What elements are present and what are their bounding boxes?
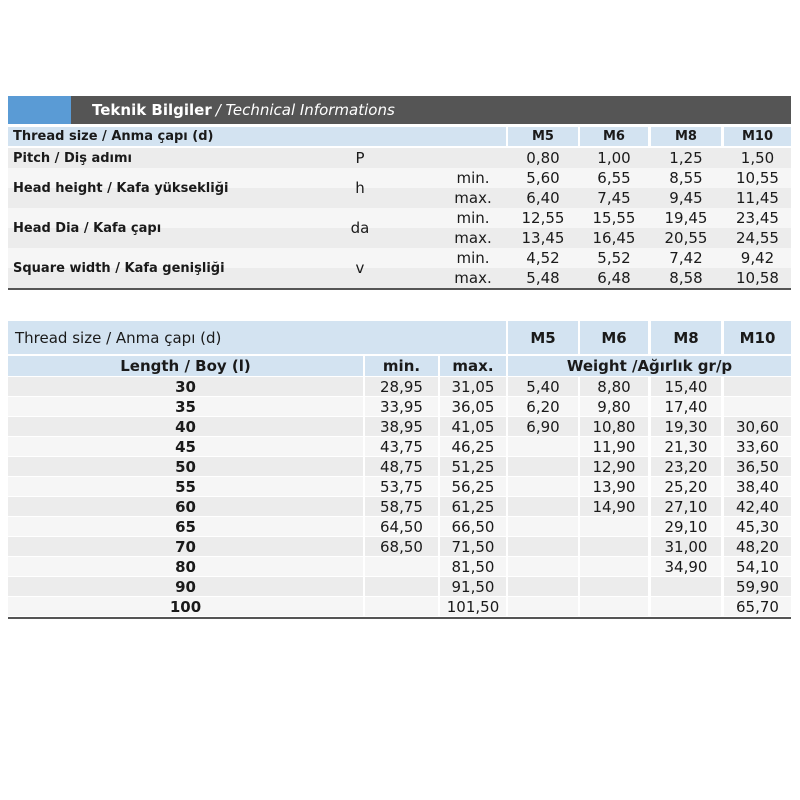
- weight-m5-cell: [508, 517, 578, 536]
- weight-size-m8: M8: [651, 321, 721, 354]
- head-dia-max-label: max.: [454, 229, 492, 247]
- length-cell: 40: [8, 417, 363, 436]
- square-width-max-m8: 8,58: [669, 269, 703, 287]
- header-title-tr: Teknik Bilgiler: [92, 101, 212, 119]
- weight-m5-cell: [508, 597, 578, 616]
- length-cell: 90: [8, 577, 363, 596]
- length-max-cell: 66,50: [440, 517, 506, 536]
- length-min-cell: 58,75: [365, 497, 438, 516]
- head-height-min-m10: 10,55: [736, 169, 779, 187]
- length-cell: 30: [8, 377, 363, 396]
- weight-m8-cell: 27,10: [651, 497, 721, 516]
- weight-m10-cell: 59,90: [724, 577, 791, 596]
- square-width-symbol: v: [355, 259, 365, 277]
- weight-m8-cell: 29,10: [651, 517, 721, 536]
- weight-m5-cell: 6,90: [508, 417, 578, 436]
- head-height-min-m5: 5,60: [526, 169, 560, 187]
- length-max-cell: 81,50: [440, 557, 506, 576]
- weight-m6-cell: 12,90: [580, 457, 648, 476]
- weight-m5-cell: [508, 457, 578, 476]
- weight-m10-cell: 54,10: [724, 557, 791, 576]
- weight-m5-cell: [508, 537, 578, 556]
- head-height-max-m5: 6,40: [526, 189, 560, 207]
- weight-m8-cell: [651, 577, 721, 596]
- square-width-max-m10: 10,58: [736, 269, 779, 287]
- tech-size-m6: M6: [580, 127, 648, 146]
- weight-m8-cell: 15,40: [651, 377, 721, 396]
- length-cell: 80: [8, 557, 363, 576]
- weight-size-m5: M5: [508, 321, 578, 354]
- head-dia-max-m8: 20,55: [664, 229, 708, 247]
- length-min-cell: 33,95: [365, 397, 438, 416]
- weight-m10-cell: 36,50: [724, 457, 791, 476]
- weight-m8-cell: [651, 597, 721, 616]
- length-min-cell: 48,75: [365, 457, 438, 476]
- square-width-min-m10: 9,42: [740, 249, 775, 267]
- square-width-min-m6: 5,52: [597, 249, 631, 267]
- head-height-max-m8: 9,45: [669, 189, 703, 207]
- length-cell: 55: [8, 477, 363, 496]
- weight-m6-cell: 9,80: [580, 397, 648, 416]
- head-dia-min-label: min.: [456, 209, 490, 227]
- section-header-accent: [8, 96, 71, 124]
- weight-m5-cell: [508, 477, 578, 496]
- pitch-symbol: P: [355, 149, 365, 167]
- length-max-cell: 31,05: [440, 377, 506, 396]
- weight-m5-cell: 6,20: [508, 397, 578, 416]
- head-height-min-m8: 8,55: [669, 169, 703, 187]
- head-dia-min-m5: 12,55: [521, 209, 565, 227]
- length-cell: 65: [8, 517, 363, 536]
- weight-m8-cell: 19,30: [651, 417, 721, 436]
- head-height-max-m6: 7,45: [597, 189, 631, 207]
- pitch-m5: 0,80: [526, 149, 560, 167]
- weight-m8-cell: 31,00: [651, 537, 721, 556]
- head-height-max-m10: 11,45: [736, 189, 779, 207]
- weight-m10-cell: [724, 397, 791, 416]
- square-width-max-m5: 5,48: [526, 269, 560, 287]
- tech-size-m8: M8: [651, 127, 721, 146]
- square-width-min-m8: 7,42: [669, 249, 703, 267]
- length-max-cell: 61,25: [440, 497, 506, 516]
- weight-size-m6: M6: [580, 321, 648, 354]
- tech-size-m5: M5: [508, 127, 578, 146]
- weight-m5-cell: 5,40: [508, 377, 578, 396]
- head-height-min-m6: 6,55: [597, 169, 631, 187]
- length-cell: 45: [8, 437, 363, 456]
- head-dia-min-m8: 19,45: [664, 209, 708, 227]
- weight-m8-cell: 34,90: [651, 557, 721, 576]
- length-min-cell: 38,95: [365, 417, 438, 436]
- length-min-cell: 43,75: [365, 437, 438, 456]
- head-dia-min-m6: 15,55: [592, 209, 636, 227]
- length-max-cell: 46,25: [440, 437, 506, 456]
- head-dia-max-m10: 24,55: [736, 229, 779, 247]
- weight-m5-cell: [508, 497, 578, 516]
- weight-m10-cell: 45,30: [724, 517, 791, 536]
- tech-size-m10: M10: [724, 127, 791, 146]
- weight-m6-cell: [580, 557, 648, 576]
- weight-header: Weight /Ağırlık gr/p: [508, 356, 791, 376]
- section-header-title: [92, 96, 395, 124]
- length-cell: 70: [8, 537, 363, 556]
- length-min-cell: [365, 597, 438, 616]
- square-width-max-m6: 6,48: [597, 269, 631, 287]
- weight-m8-cell: 23,20: [651, 457, 721, 476]
- length-cell: 60: [8, 497, 363, 516]
- tech-table-bottom-rule: [8, 288, 791, 290]
- weight-m8-cell: 25,20: [651, 477, 721, 496]
- length-cell: 50: [8, 457, 363, 476]
- weight-thread-label: Thread size / Anma çapı (d): [8, 321, 506, 354]
- weight-size-m10: M10: [724, 321, 791, 354]
- weight-m5-cell: [508, 577, 578, 596]
- length-max-header: max.: [440, 356, 506, 376]
- length-min-cell: 64,50: [365, 517, 438, 536]
- length-max-cell: 56,25: [440, 477, 506, 496]
- length-max-cell: 36,05: [440, 397, 506, 416]
- length-cell: 35: [8, 397, 363, 416]
- head-dia-symbol: da: [350, 219, 370, 237]
- weight-m8-cell: 21,30: [651, 437, 721, 456]
- square-width-min-m5: 4,52: [526, 249, 560, 267]
- weight-table-bottom-rule: [8, 617, 791, 619]
- head-height-max-label: max.: [454, 189, 492, 207]
- weight-m10-cell: 42,40: [724, 497, 791, 516]
- square-width-max-label: max.: [454, 269, 492, 287]
- head-dia-max-m5: 13,45: [521, 229, 565, 247]
- weight-m5-cell: [508, 557, 578, 576]
- length-min-cell: 53,75: [365, 477, 438, 496]
- weight-m5-cell: [508, 437, 578, 456]
- square-width-label: Square width / Kafa genişliği: [13, 260, 225, 276]
- tech-thread-label: Thread size / Anma çapı (d): [8, 127, 506, 146]
- weight-m6-cell: [580, 597, 648, 616]
- length-min-cell: [365, 577, 438, 596]
- header-title-en: / Technical Informations: [215, 101, 395, 119]
- pitch-m8: 1,25: [669, 149, 703, 167]
- pitch-m6: 1,00: [597, 149, 631, 167]
- pitch-m10: 1,50: [740, 149, 775, 167]
- weight-m10-cell: 48,20: [724, 537, 791, 556]
- weight-m6-cell: [580, 517, 648, 536]
- weight-m6-cell: 11,90: [580, 437, 648, 456]
- length-min-cell: 28,95: [365, 377, 438, 396]
- length-max-cell: 51,25: [440, 457, 506, 476]
- head-dia-label: Head Dia / Kafa çapı: [13, 220, 162, 236]
- length-min-cell: [365, 557, 438, 576]
- weight-m8-cell: 17,40: [651, 397, 721, 416]
- length-min-cell: 68,50: [365, 537, 438, 556]
- square-width-min-label: min.: [456, 249, 490, 267]
- weight-m6-cell: 14,90: [580, 497, 648, 516]
- weight-m10-cell: [724, 377, 791, 396]
- weight-m10-cell: 33,60: [724, 437, 791, 456]
- head-height-label: Head height / Kafa yüksekliği: [13, 180, 229, 196]
- weight-m6-cell: 10,80: [580, 417, 648, 436]
- length-max-cell: 101,50: [440, 597, 506, 616]
- length-min-header: min.: [365, 356, 438, 376]
- head-height-min-label: min.: [456, 169, 490, 187]
- weight-m6-cell: 13,90: [580, 477, 648, 496]
- head-dia-min-m10: 23,45: [736, 209, 779, 227]
- weight-m6-cell: [580, 577, 648, 596]
- head-height-symbol: h: [355, 179, 365, 197]
- weight-m10-cell: 65,70: [724, 597, 791, 616]
- length-header: Length / Boy (l): [8, 356, 363, 376]
- weight-m6-cell: 8,80: [580, 377, 648, 396]
- weight-m6-cell: [580, 537, 648, 556]
- length-max-cell: 41,05: [440, 417, 506, 436]
- length-max-cell: 71,50: [440, 537, 506, 556]
- weight-m10-cell: 30,60: [724, 417, 791, 436]
- pitch-label: Pitch / Diş adımı: [13, 150, 133, 166]
- length-max-cell: 91,50: [440, 577, 506, 596]
- head-dia-max-m6: 16,45: [592, 229, 636, 247]
- weight-m10-cell: 38,40: [724, 477, 791, 496]
- length-cell: 100: [8, 597, 363, 616]
